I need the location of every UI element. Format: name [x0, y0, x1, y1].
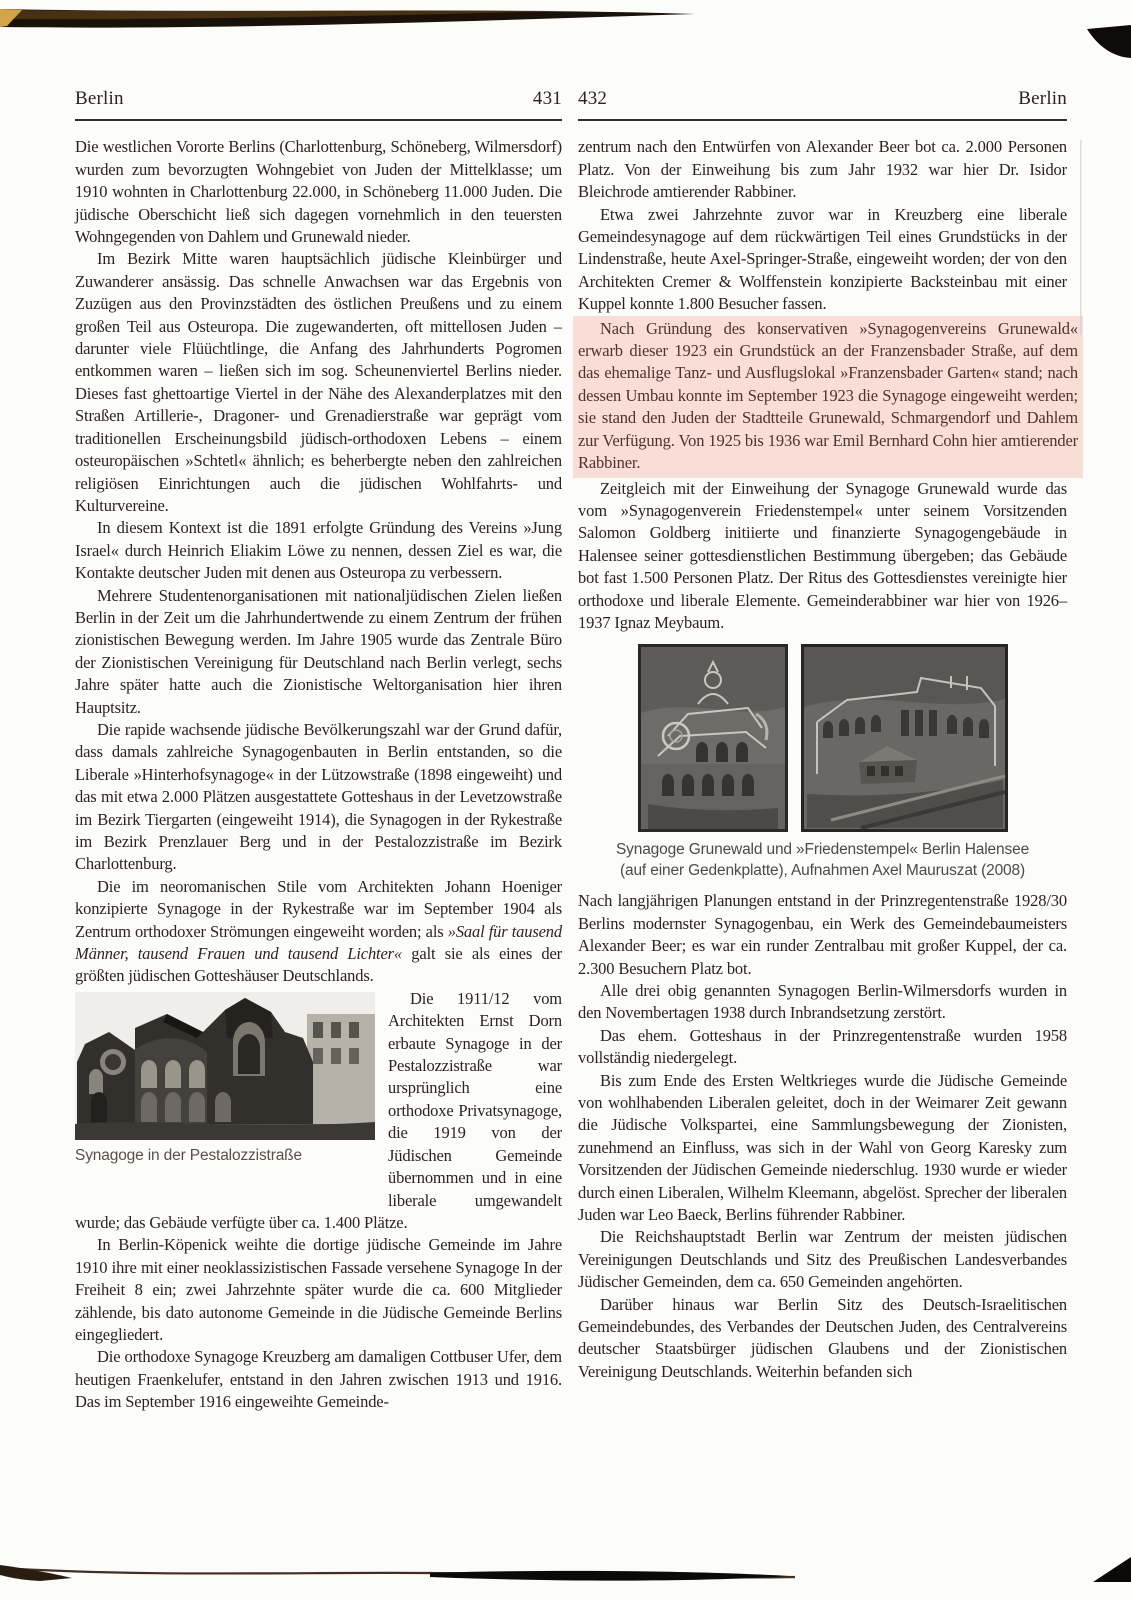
- right-page-number: 432: [578, 88, 608, 109]
- paragraph-bezirk-mitte: Im Bezirk Mitte waren hauptsächlich jüdische Kleinbürger und Zuwanderer ansässig. Das schnelle Anwachsen war das Ergebnis von Zuzügen aus den Provinzstädten des östlichen Preußens und zu einem großen Teil aus Osteuropa. Die zugewanderten, oft mittellosen Juden – darunter viele Flüüchtlinge, die Anfang des Jahrhunderts Pogromen entkommen waren – ließen sich im sog. Scheunenviertel Berlins nieder. Dieses fast ghettoartige Viertel in der Nähe des Alexanderplatzes mit den Straßen Artillerie-, Dragoner- und Grenadierstraße war geprägt vom traditionellen Erscheinungsbild jüdisch-orthodoxen Lebens – einem osteuropäischen »Schtetl« ähnlich; es beherbergte neben den zahlreichen religiösen Einrichtungen auch die jüdischen Wohlfahrts- und Kulturvereine.: [75, 249, 562, 515]
- left-running-header: [75, 88, 562, 121]
- paragraph-volkspartei: Bis zum Ende des Ersten Weltkrieges wurde die Jüdische Gemeinde von wohlhabenden Liberalen geleitet, doch in der Weimarer Zeit gewann die Jüdische Volkspartei, eine Sammlungsbewegung der Zionisten, zunehmend an Einfluss, was sich in der Wahl von Georg Karesky zum Vorsitzenden der Jüdischen Gemeinde niederschlug. 1930 wurde er wieder durch einen Liberalen, Wilhelm Kleemann, abgelöst. Sprecher der liberalen Juden war Leo Baeck, Berlins führender Rabbiner.: [578, 1070, 1067, 1225]
- top-edge-swoosh: [0, 9, 695, 28]
- friedenstempel-plaque-photo: [801, 644, 1008, 832]
- rykestrasse-text-post: galt sie als eines der größten jüdischen Gotteshäuser Deutschlands.: [75, 944, 562, 986]
- pestalozzistrasse-figure: [75, 992, 375, 1165]
- left-running-title: Berlin: [75, 88, 124, 109]
- paragraph-west-vororte: Die westlichen Vororte Berlins (Charlottenburg, Schöneberg, Wilmersdorf) wurden zum bevorzugten Wohngebiet von Juden der Mittelklasse; um 1910 wohnten in Charlottenburg 22.000, in Schöneberg 11.000 Juden. Die jüdische Oberschicht ließ sich dagegen vornehmlich in den teuersten Wohngegenden von Dahlem und Grunewald nieder.: [75, 137, 562, 247]
- paragraph-reichshauptstadt: Die Reichshauptstadt Berlin war Zentrum der meisten jüdischen Vereinigungen Deutschlands und Sitz des Preußischen Landesverbandes Jüdischer Gemeinden, dem ca. 650 Gemeinden angehörten.: [578, 1227, 1067, 1292]
- pestalozzistrasse-figure-caption: Synagoge in der Pestalozzistraße: [75, 1146, 302, 1164]
- top-edge-gold-sliver: [0, 9, 22, 27]
- pestalozzistrasse-text: Die 1911/12 vom Architekten Ernst Dorn erbaute Synagoge in der Pestalozzistraße war ursprünglich eine orthodoxe Privatsynagoge, die 1919 von der Jüdischen Gemeinde übernommen und in eine liberale umgewandelt wurde; das Gebäude verfügte über ca. 1.400 Plätze.: [75, 988, 562, 1232]
- bottom-edge-lens: [430, 1571, 790, 1581]
- top-edge-swoosh-tint: [0, 10, 560, 19]
- right-running-title: Berlin: [1018, 88, 1067, 109]
- top-right-corner-mark: [1087, 25, 1131, 58]
- right-page-column: [578, 88, 1078, 1383]
- paragraph-prinzregentenstrasse: Nach langjährigen Planungen entstand in der Prinzregentenstraße 1928/30 Berlins modernster Synagogenbau, ein Werk des Gemeindebaumeisters Alexander Beer; es war ein runder Zentralbau mit großer Kuppel, der ca. 2.300 Besuchern Platz bot.: [578, 891, 1067, 978]
- left-page-column: [75, 88, 562, 1414]
- paragraph-novembertage: Alle drei obig genannten Synagogen Berlin-Wilmersdorfs wurden in den Novembertagen 1938 durch Inbrandsetzung zerstört.: [578, 980, 1067, 1023]
- paragraph-kreuzberg-cottbuser: Die orthodoxe Synagoge Kreuzberg am damaligen Cottbuser Ufer, dem heutigen Fraenkelufer, entstand in den Jahren zwischen 1913 und 1916. Das im September 1916 eingeweihte Gemeinde-: [75, 1347, 562, 1412]
- plaque-caption-line1: Synagoge Grunewald und »Friedenstempel« Berlin Halensee: [615, 841, 1030, 859]
- right-running-header: [578, 88, 1067, 121]
- plaque-caption-line2: (auf einer Gedenkplatte), Aufnahmen Axel Mauruszat (2008): [619, 862, 1026, 880]
- pestalozzistrasse-synagogue-photo: [75, 992, 375, 1140]
- bottom-right-corner-mark: [1093, 1557, 1131, 1582]
- paragraph-friedenstempel: Zeitgleich mit der Einweihung der Synagoge Grunewald wurde das vom »Synagogenverein Friedenstempel« unter seinem Vorsitzenden Salomon Goldberg initiierte und finanzierte Synagogengebäude in Halensee seiner gottesdienstlichen Bestimmung übergeben; das Gebäude bot fast 1.500 Personen Platz. Der Ritus des Gottesdienstes vereinigte hier orthodoxe und liberale Elemente. Gemeinderabbiner war hier von 1926–1937 Ignaz Meybaum.: [578, 478, 1067, 632]
- rykestrasse-text-pre: Die im neoromanischen Stile vom Architekten Johann Hoeniger konzipierte Synagoge in der Rykestraße war im September 1904 als Zentrum orthodoxer Strömungen eingeweiht worden; als: [75, 876, 562, 941]
- paragraph-gemeindebund: Darüber hinaus war Berlin Sitz des Deutsch-Israelitischen Gemeindebundes, des Verbandes der Deutschen Juden, des Centralvereins deutscher Staatsbürger jüdischen Glaubens und der Zionistischen Vereinigung Deutschlands. Weiterhin befanden sich: [578, 1294, 1067, 1381]
- plaque-caption: [578, 839, 1067, 881]
- paragraph-gemeindezentrum: zentrum nach den Entwürfen von Alexander Beer bot ca. 2.000 Personen Platz. Von der Einweihung bis zum Jahr 1932 war hier Dr. Isidor Bleichrode amtierender Rabbiner.: [578, 137, 1067, 202]
- paragraph-jung-israel: In diesem Kontext ist die 1891 erfolgte Gründung des Vereins »Jung Israel« durch Heinrich Eliakim Löwe zu nennen, dessen Ziel es war, die Kontakte deutscher Juden mit denen aus Osteuropa zu verbessern.: [75, 518, 562, 583]
- paragraph-rykestrasse: [75, 876, 562, 988]
- grunewald-plaque-photo: [638, 644, 788, 832]
- paragraph-synagogenbauten: Die rapide wachsende jüdische Bevölkerungszahl war der Grund dafür, dass damals zahlreiche Synagogenbauten in Berlin entstanden, so die Liberale »Hinterhofsynagoge« in der Lützowstraße (1898 eingeweiht) und das mit etwa 2.000 Plätzen ausgestattete Gotteshaus in der Levetzowstraße im Bezirk Tiergarten (eingeweiht 1914), die Synagogen in der Rykestraße im Bezirk Prenzlauer Berg und in der Pestalozzistraße im Bezirk Charlottenburg.: [75, 719, 562, 874]
- highlighted-passage-grunewald: Nach Gründung des konservativen »Synagogenvereins Grunewald« erwarb dieser 1923 ein Grundstück an der Franzensbader Straße, auf dem das ehemalige Tanz- und Ausflugslokal »Franzensbader Garten« stand; nach dessen Umbau konnte im September 1923 die Synagoge eingeweiht werden; sie stand den Juden der Stadtteile Grunewald, Schmargendorf und Dahlem zur Verfügung. Von 1925 bis 1936 war Emil Bernhard Cohn hier amtierender Rabbiner.: [573, 316, 1083, 478]
- paragraph-pestalozzistrasse: [75, 988, 562, 1234]
- paragraph-lindenstrasse: Etwa zwei Jahrzehnte zuvor war in Kreuzberg eine liberale Gemeindesynagoge auf dem rückwärtigen Teil eines Grundstücks in der Lindenstraße, heute Axel-Springer-Straße, eingeweiht worden; der von den Architekten Cremer & Wolffenstein konzipierte Backsteinbau mit einer Kuppel konnte 1.800 Besucher fassen.: [578, 204, 1067, 314]
- memorial-plaque-figures: [578, 644, 1067, 832]
- paragraph-studentenorganisationen: Mehrere Studentenorganisationen mit nationaljüdischen Zielen ließen Berlin in der Zeit um die Jahrhundertwende zu einem Zentrum der frühen zionistischen Bewegung werden. Im Jahre 1905 wurde das Zentrale Büro der Zionistischen Vereinigung für Deutschland nach Berlin verlegt, sechs Jahre später hatte auch die Zionistische Weltorganisation hier ihren Hauptsitz.: [75, 585, 562, 717]
- bottom-edge-wave: [0, 1568, 795, 1577]
- paragraph-koepenick: In Berlin-Köpenick weihte die dortige jüdische Gemeinde im Jahre 1910 ihre mit einer neoklassizistischen Fassade versehene Synagoge In der Freiheit 8 ein; zwei Jahrzehnte später wurde die ca. 600 Mitglieder zählende, bis dato autonome Gemeinde in die Jüdische Gemeinde Berlins eingegliedert.: [75, 1235, 562, 1344]
- rykestrasse-quote-italic: »Saal für tausend Männer, tausend Frauen und tausend Lichter«: [75, 921, 563, 964]
- left-page-number: 431: [532, 88, 562, 109]
- gutter-line: [1080, 140, 1082, 335]
- bottom-left-smudge: [0, 1565, 72, 1581]
- paragraph-niedergelegt: Das ehem. Gotteshaus in der Prinzregentenstraße wurden 1958 vollständig niedergelegt.: [578, 1025, 1067, 1068]
